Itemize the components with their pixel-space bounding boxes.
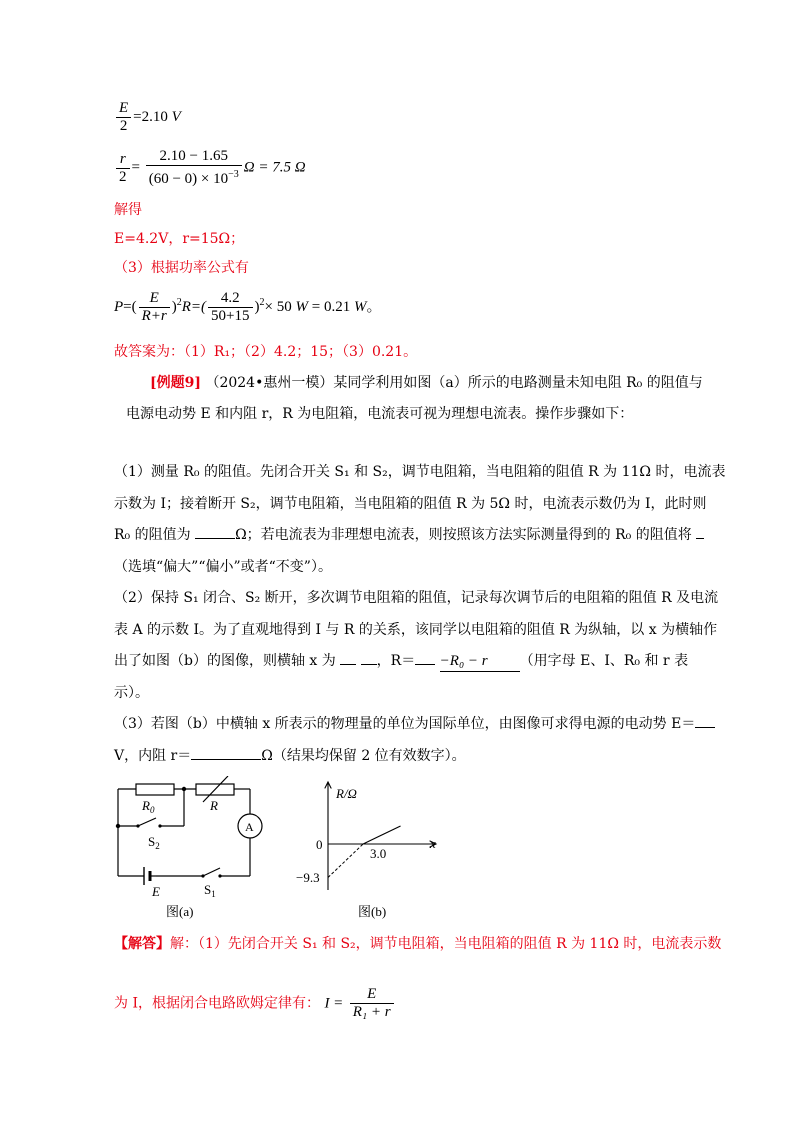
graph-b xyxy=(288,778,453,923)
step3-text: （3）根据功率公式有 xyxy=(114,260,249,276)
result-text: E=4.2V，r=15Ω； xyxy=(114,231,245,247)
label-ammeter: A xyxy=(245,820,254,834)
q1-line4: （选填“偏大”“偏小”或者“不变”）。 xyxy=(114,559,332,575)
q1-line3: R₀ 的阻值为 Ω；若电流表为非理想电流表，则按照该方法实际测量得到的 R₀ 的阻值将 xyxy=(114,525,704,545)
y-intercept-label: −9.3 xyxy=(296,870,320,885)
example-line2: 电源电动势 E 和内阻 r，R 为电阻箱，电流表可视为理想电流表。操作步骤如下： xyxy=(126,406,634,422)
label-e: E xyxy=(152,884,160,899)
equation-r-half: $\frac{r}{2}$ = $\frac{2.10 - 1.65}{(60 - 0) \times 10^{-3}}$ Ω = 7.5 Ω xyxy=(114,148,306,188)
q3-line1: （3）若图（b）中横轴 x 所表示的物理量的单位为国际单位，由图像可求得电源的电动势 E＝ xyxy=(114,714,715,734)
q3-line2: V，内阻 r＝ Ω（结果均保留 2 位有效数字）。 xyxy=(114,748,466,764)
equation-e-half: $\frac{E}{2}$ =2.10 V xyxy=(114,100,181,135)
x-intercept-label: 3.0 xyxy=(370,846,387,861)
solution-line2: 为 I，根据闭合电路欧姆定律有： I = $\frac{E}{\text{R₁ + r}}$ xyxy=(114,986,396,1021)
solution-line1: 【解答】解：（1）先闭合开关 S₁ 和 S₂，调节电阻箱，当电阻箱的阻值 R 为 11Ω 时，电流表示数 xyxy=(114,936,722,952)
caption-fig-a: 图(a) xyxy=(166,904,194,919)
label-r0: $R_0$ xyxy=(142,798,155,815)
q2-line3: 出了如图（b）的图像，则横轴 x 为 ，R＝ −R₀ − r （用字母 E、I、R₀ 和 r 表 xyxy=(114,651,688,672)
power-equation: P=( $\frac{E}{R+r}$ )$^2$R=( $\frac{4.2}{50+15}$ )$^2$× 50 W = 0.21 W。 xyxy=(114,290,382,324)
data-line-solid xyxy=(363,826,400,844)
x-axis-label: x xyxy=(430,836,436,851)
q2-line1: （2）保持 S₁ 闭合、S₂ 断开，多次调节电阻箱的阻值，记录每次调节后的电阻箱的阻值 R 及电流 xyxy=(114,590,719,606)
label-s2: $S_2$ xyxy=(148,834,160,851)
circuit-diagram xyxy=(108,776,278,921)
label-s1: $S_1$ xyxy=(204,882,216,899)
label-r: R xyxy=(210,798,218,813)
caption-fig-b: 图(b) xyxy=(358,904,387,919)
q1-line2: 示数为 I；接着断开 S₂，调节电阻箱，当电阻箱的阻值 R 为 5Ω 时，电流表示数仍为 I，此时则 xyxy=(114,496,707,512)
q1-line1: （1）测量 R₀ 的阻值。先闭合开关 S₁ 和 S₂，调节电阻箱，当电阻箱的阻值 R 为 11Ω 时，电流表 xyxy=(114,464,726,480)
example-header: [例题9] （2024•惠州一模）某同学利用如图（a）所示的电路测量未知电阻 R₀ 的阻值与 xyxy=(150,375,703,391)
origin-label: 0 xyxy=(316,837,323,852)
data-line-dashed xyxy=(328,844,363,877)
q2-line4: 示）。 xyxy=(114,685,149,701)
resistor-r0 xyxy=(136,784,174,795)
answer-text: 故答案为：（1）R₁；（2）4.2；15；（3）0.21。 xyxy=(114,344,418,360)
solve-text: 解得 xyxy=(114,202,142,218)
q2-line2: 表 A 的示数 I。为了直观地得到 I 与 R 的关系，该同学以电阻箱的阻值 R 为纵轴，以 x 为横轴作 xyxy=(114,622,718,638)
y-axis-label: R/Ω xyxy=(336,786,357,801)
